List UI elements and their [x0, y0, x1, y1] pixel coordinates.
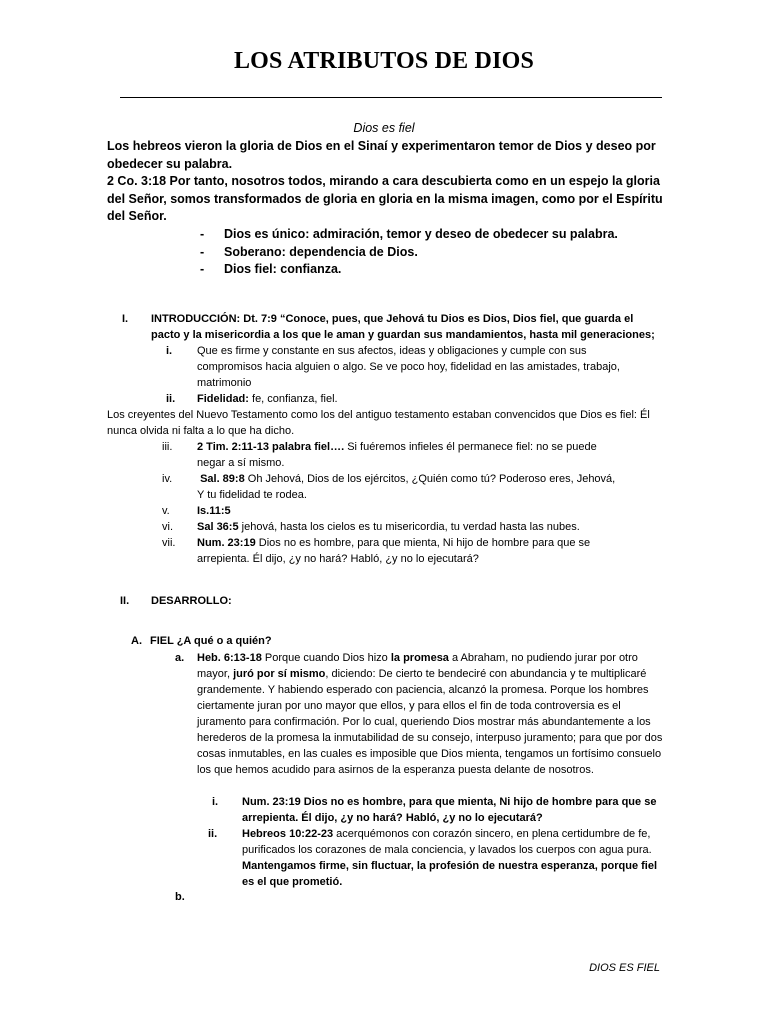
section-1-number: I.: [122, 313, 129, 325]
item-bold: Num. 23:19: [197, 537, 256, 549]
item-bold: Num. 23:19 Dios no es hombre, para que mienta, Ni hijo de hombre para que se arrepienta. Él dijo, ¿y no hará? Habló, ¿y no lo ejecutará?: [242, 796, 657, 824]
list-item-a-ii: [208, 826, 664, 890]
section-subtitle: Dios es fiel: [353, 121, 415, 135]
item-text: Que es firme y constante en sus afectos, ideas y obligaciones y cumple con sus compromisos hacia alguien o algo. Se ve poco hoy, fidelidad en las amistades, trabajo, matrimonio: [197, 345, 620, 389]
item-bold: Sal. 89:8: [200, 473, 245, 485]
item-number: v.: [162, 505, 170, 517]
list-item-ii: [166, 391, 626, 407]
dash-item: - Dios fiel: confianza.: [200, 261, 672, 279]
page-footer: DIOS ES FIEL: [589, 962, 660, 974]
section-2-heading: [120, 593, 420, 609]
item-text: acerquémonos con corazón sincero, en plena certidumbre de fe, purificados los corazones de mala conciencia, y lavados los cuerpos con agua pura.: [242, 828, 652, 856]
item-number: ii.: [208, 828, 218, 840]
item-bold: Sal 36:5: [197, 521, 239, 533]
list-item-iv: [162, 471, 624, 503]
list-item-vi: [162, 519, 624, 535]
item-number: ii.: [166, 393, 176, 405]
section-1-paragraph: Los creyentes del Nuevo Testamento como los del antiguo testamento estaban convencidos que Dios es fiel: Él nunca olvida ni falta a lo que ha dicho.: [107, 409, 650, 437]
item-number: vii.: [162, 537, 176, 549]
item-text: Dios no es hombre, para que mienta, Ni hijo de hombre para que se arrepienta. Él dijo, ¿y no hará? Habló, ¿y no lo ejecutará?: [197, 537, 591, 565]
item-number: i.: [212, 796, 219, 808]
item-bold: Fidelidad:: [197, 393, 249, 405]
item-bold: juró por sí mismo: [233, 668, 326, 680]
intro-block: [107, 138, 672, 279]
item-bold: 2 Tim. 2:11-13 palabra fiel….: [197, 441, 345, 453]
document-title: LOS ATRIBUTOS DE DIOS: [233, 48, 535, 74]
item-bold: Is.11:5: [197, 505, 231, 517]
item-bold: Hebreos 10:22-23: [242, 828, 334, 840]
item-text: Porque cuando Dios hizo: [261, 652, 391, 664]
intro-paragraph-1: Los hebreos vieron la gloria de Dios en el Sinaí y experimentaron temor de Dios y deseo por obedecer su palabra.: [107, 139, 656, 171]
section-2-number: II.: [120, 595, 130, 607]
list-item-v: [162, 503, 624, 519]
item-number: i.: [166, 345, 173, 357]
list-item-vii: [162, 535, 624, 567]
item-bold: Mantengamos firme, sin fluctuar, la profesión de nuestra esperanza, porque fiel es el que prometió.: [242, 860, 658, 888]
title-divider: [120, 97, 662, 98]
item-number: a.: [175, 652, 185, 664]
dash-item: - Dios es único: admiración, temor y deseo de obedecer su palabra.: [200, 226, 672, 244]
section-1-text: INTRODUCCIÓN: Dt. 7:9 “Conoce, pues, que Jehová tu Dios es Dios, Dios fiel, que guarda el pacto y la misericordia a los que le aman y guardan sus mandamientos, hasta mil generaciones;: [151, 313, 655, 341]
item-text: Si fuéremos infieles él permanece fiel: no se puede negar a sí mismo.: [197, 441, 597, 469]
item-bold: la promesa: [390, 652, 449, 664]
item-number: iv.: [162, 473, 173, 485]
list-item-iii: [162, 439, 624, 471]
list-item-a: [175, 650, 665, 778]
item-number: iii.: [162, 441, 173, 453]
list-item-b: b.: [175, 891, 185, 903]
item-text: Oh Jehová, Dios de los ejércitos, ¿Quién como tú? Poderoso eres, Jehová, Y tu fidelidad te rodea.: [197, 473, 616, 501]
subsection-A-text: FIEL ¿A qué o a quién?: [150, 635, 272, 647]
intro-dash-list: [200, 226, 672, 279]
section-2-text: DESARROLLO:: [151, 595, 232, 607]
item-bold: Heb. 6:13-18: [197, 652, 262, 664]
item-text: fe, confianza, fiel.: [248, 393, 338, 405]
item-text: jehová, hasta los cielos es tu misericordia, tu verdad hasta las nubes.: [238, 521, 580, 533]
list-item-i: [166, 343, 626, 391]
intro-paragraph-2: 2 Co. 3:18 Por tanto, nosotros todos, mirando a cara descubierta como en un espejo la gloria del Señor, somos transformados de gloria en gloria en la misma imagen, como por el Espíritu del Señor.: [107, 174, 663, 224]
subsection-A-number: A.: [131, 635, 142, 647]
item-number: vi.: [162, 521, 173, 533]
list-item-a-i: [212, 794, 664, 826]
item-text: a Abraham, no pudiendo jurar por otro mayor,: [197, 652, 638, 680]
item-text: , diciendo: De cierto te bendeciré con abundancia y te multiplicaré grandemente. Y habiendo esperado con paciencia, alcanzó la promesa. Porque los hombres ciertamente juran por uno mayor que ellos, y para ellos el fin de toda controversia es el juramento para confirmación. Por lo cual, queriendo Dios mostrar más abundantemente a los herederos de la promesa la inmutabilidad de su consejo, interpuso juramento; para que por dos cosas inmutables, en las cuales es imposible que Dios mienta, tengamos un fortísimo consuelo los que hemos acudido para asirnos de la esperanza puesta delante de nosotros.: [197, 668, 663, 776]
subsection-A: [131, 633, 431, 649]
section-1-heading: [122, 311, 662, 343]
dash-item: - Soberano: dependencia de Dios.: [200, 244, 672, 262]
